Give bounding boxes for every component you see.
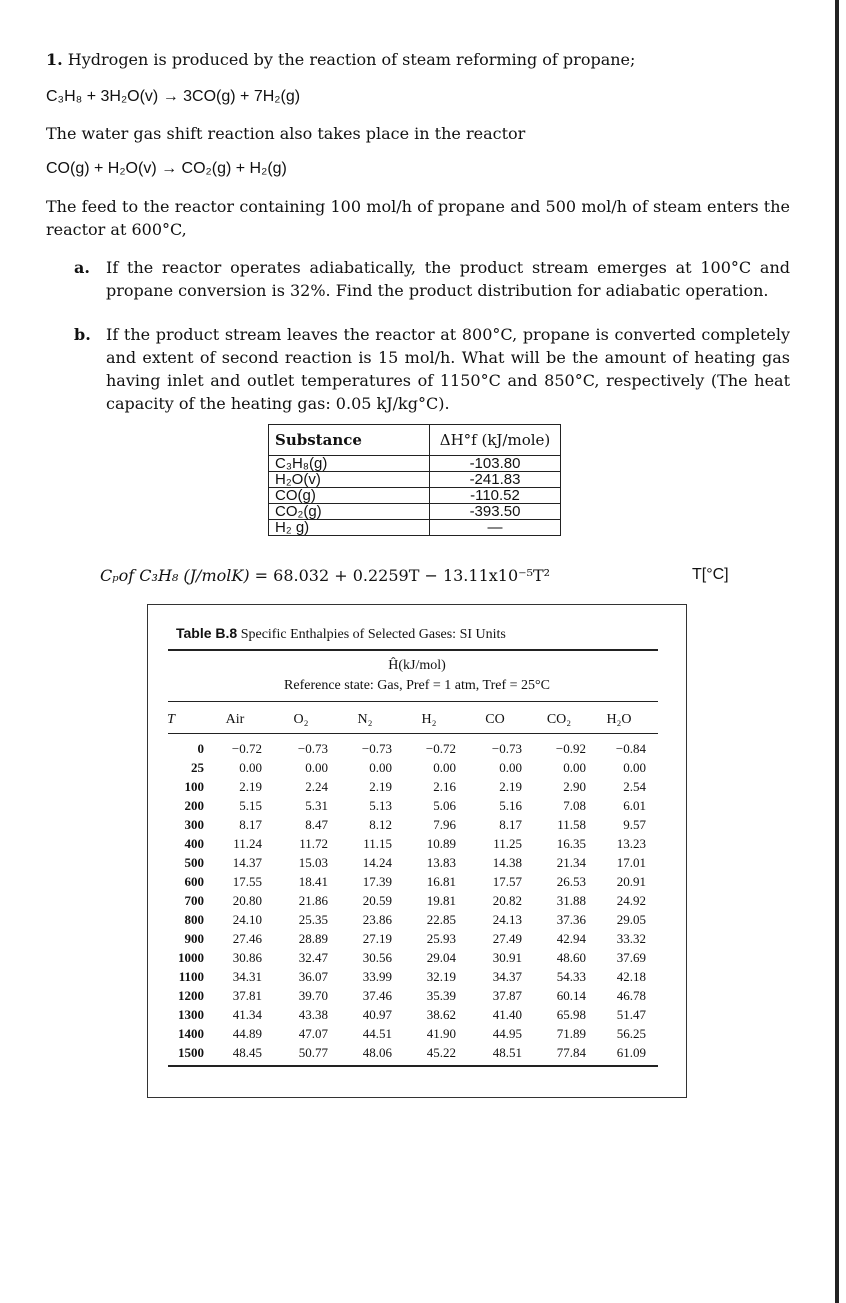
enthalpy-cell: 20.59: [362, 893, 392, 908]
temperature-cell: 1200: [178, 988, 204, 1003]
temperature-cell: 1500: [178, 1045, 204, 1060]
enthalpy-cell: 18.41: [298, 874, 328, 889]
enthalpy-cell: 48.06: [362, 1045, 392, 1060]
enthalpy-cell: 20.91: [616, 874, 646, 889]
enthalpy-cell: 46.78: [616, 988, 646, 1003]
enthalpy-cell: 33.32: [616, 931, 646, 946]
enthalpy-cell: 7.96: [433, 817, 456, 832]
enthalpy-cell: 44.51: [362, 1026, 392, 1041]
enthalpy-cell: 41.34: [232, 1007, 262, 1022]
enthalpy-cell: 5.31: [305, 798, 328, 813]
enthalpy-cell: 27.46: [232, 931, 262, 946]
temperature-cell: 1100: [178, 969, 204, 984]
hf-substance: CO₂(g): [269, 504, 430, 520]
table-caption-title: Specific Enthalpies of Selected Gases: SI Units: [240, 627, 506, 642]
page-edge: [835, 0, 839, 1303]
top-rule: [168, 649, 658, 651]
enthalpy-cell: 41.40: [492, 1007, 522, 1022]
temperature-cell: 600: [184, 874, 204, 889]
hf-value: -241.83: [430, 472, 561, 488]
enthalpy-cell: 45.22: [426, 1045, 456, 1060]
enthalpy-cell: 11.25: [493, 836, 522, 851]
temperature-cell: 500: [184, 855, 204, 870]
enthalpy-cell: 29.05: [616, 912, 646, 927]
temperature-cell: 700: [184, 893, 204, 908]
temperature-cell: 200: [184, 798, 204, 813]
enthalpy-cell: 25.35: [298, 912, 328, 927]
hf-substance: C₃H₈(g): [269, 456, 430, 472]
enthalpy-cell: 41.90: [426, 1026, 456, 1041]
enthalpy-cell: 21.34: [556, 855, 586, 870]
enthalpy-cell: 65.98: [556, 1007, 586, 1022]
part-b-text: If the product stream leaves the reactor at 800°C, propane is converted completely and extent of second reaction is 15 mol/h. What will be the amount of heating gas having inlet and outlet temperatures of 1150°C and 850°C, respectively (The heat capacity of the heating gas: 0.05 kJ/kg°C).: [106, 325, 790, 413]
hf-value: -103.80: [430, 456, 561, 472]
enthalpy-cell: 19.81: [426, 893, 456, 908]
enthalpy-cell: −0.84: [615, 741, 646, 756]
enthalpy-cell: 8.17: [239, 817, 262, 832]
enthalpy-cell: 11.24: [233, 836, 262, 851]
enthalpy-cell: 15.03: [298, 855, 328, 870]
enthalpy-cell: 14.37: [232, 855, 262, 870]
temperature-cell: 1300: [178, 1007, 204, 1022]
enthalpy-cell: 35.39: [426, 988, 456, 1003]
enthalpy-cell: 9.57: [623, 817, 646, 832]
column-header: CO: [485, 712, 505, 727]
enthalpy-cell: 23.86: [362, 912, 392, 927]
enthalpy-cell: −0.92: [555, 741, 586, 756]
part-b: [74, 323, 790, 415]
enthalpy-cell: 17.57: [492, 874, 522, 889]
header-rule-bottom: [168, 733, 658, 734]
hf-header-substance: Substance: [269, 425, 430, 456]
enthalpy-cell: 0.00: [433, 760, 456, 775]
question-number: 1.: [46, 50, 63, 69]
enthalpy-cell: 37.69: [616, 950, 646, 965]
enthalpy-cell: 13.83: [426, 855, 456, 870]
hf-substance: H₂ g): [269, 520, 430, 536]
enthalpy-cell: 0.00: [623, 760, 646, 775]
enthalpy-cell: 0.00: [563, 760, 586, 775]
enthalpy-cell: 36.07: [298, 969, 328, 984]
column-header: O₂: [293, 712, 309, 727]
enthalpy-cell: 2.19: [369, 779, 392, 794]
enthalpy-cell: 56.25: [616, 1026, 646, 1041]
enthalpy-cell: 48.51: [492, 1045, 522, 1060]
enthalpy-cell: 17.39: [362, 874, 392, 889]
enthalpy-cell: 77.84: [556, 1045, 586, 1060]
shift-intro: The water gas shift reaction also takes place in the reactor: [46, 124, 526, 143]
enthalpy-cell: 42.94: [556, 931, 586, 946]
hf-row: [269, 504, 561, 520]
enthalpy-cell: 48.45: [232, 1045, 262, 1060]
hf-row: [269, 472, 561, 488]
enthalpy-cell: 5.16: [499, 798, 522, 813]
enthalpy-cell: 33.99: [362, 969, 392, 984]
column-header: N₂: [357, 712, 373, 727]
enthalpy-cell: 8.47: [305, 817, 328, 832]
cp-lhs: Cₚof C₃H₈ (J/molK): [100, 566, 250, 585]
temperature-cell: 300: [184, 817, 204, 832]
enthalpy-cell: 0.00: [369, 760, 392, 775]
enthalpy-cell: 16.81: [426, 874, 456, 889]
temperature-cell: 1000: [178, 950, 204, 965]
enthalpy-cell: 54.33: [556, 969, 586, 984]
enthalpy-cell: 32.47: [298, 950, 328, 965]
cp-rhs: = 68.032 + 0.2259T − 13.11x10⁻⁵T²: [254, 566, 551, 585]
enthalpy-cell: 27.19: [362, 931, 392, 946]
enthalpy-cell: 2.19: [239, 779, 262, 794]
enthalpy-cell: 30.56: [362, 950, 392, 965]
hf-value: -393.50: [430, 504, 561, 520]
enthalpy-cell: 40.97: [362, 1007, 392, 1022]
reaction-2: CO(g) + H₂O(v) → CO₂(g) + H₂(g): [46, 160, 287, 177]
enthalpy-cell: 0.00: [239, 760, 262, 775]
enthalpy-cell: 16.35: [556, 836, 586, 851]
column-header: H₂: [421, 712, 437, 727]
enthalpy-cell: 21.86: [298, 893, 328, 908]
enthalpy-cell: 8.12: [369, 817, 392, 832]
enthalpy-cell: 30.91: [492, 950, 522, 965]
column-header: CO₂: [546, 712, 572, 727]
table-caption-label: Table B.8: [176, 625, 238, 641]
column-header: T: [167, 712, 175, 727]
enthalpy-cell: 51.47: [616, 1007, 646, 1022]
hf-row: [269, 520, 561, 536]
enthalpy-cell: 60.14: [556, 988, 586, 1003]
enthalpy-cell: 11.72: [299, 836, 328, 851]
enthalpy-cell: 7.08: [563, 798, 586, 813]
enthalpy-cell: 42.18: [616, 969, 646, 984]
temperature-cell: 100: [184, 779, 204, 794]
enthalpy-cell: 24.10: [232, 912, 262, 927]
enthalpy-cell: 20.82: [492, 893, 522, 908]
enthalpy-cell: 2.19: [499, 779, 522, 794]
enthalpy-cell: 6.01: [623, 798, 646, 813]
enthalpy-cell: 71.89: [556, 1026, 586, 1041]
table-reference: Reference state: Gas, Pref = 1 atm, Tref = 25°C: [284, 678, 550, 693]
enthalpy-cell: 11.15: [363, 836, 392, 851]
heat-of-formation-table: [268, 424, 561, 536]
table-unit: Ĥ(kJ/mol): [388, 658, 446, 673]
enthalpy-cell: −0.73: [361, 741, 392, 756]
enthalpy-cell: 37.46: [362, 988, 392, 1003]
enthalpy-cell: 14.38: [492, 855, 522, 870]
enthalpy-cell: 47.07: [298, 1026, 328, 1041]
column-header: Air: [225, 712, 245, 727]
enthalpy-cell: 24.92: [616, 893, 646, 908]
enthalpy-cell: 48.60: [556, 950, 586, 965]
temperature-cell: 1400: [178, 1026, 204, 1041]
enthalpy-cell: 5.13: [369, 798, 392, 813]
enthalpy-cell: 44.89: [232, 1026, 262, 1041]
temperature-cell: 400: [184, 836, 204, 851]
enthalpy-cell: 2.24: [305, 779, 328, 794]
hf-value: -110.52: [430, 488, 561, 504]
enthalpy-cell: −0.72: [425, 741, 456, 756]
enthalpy-cell: 20.80: [232, 893, 262, 908]
enthalpy-cell: 26.53: [556, 874, 586, 889]
enthalpy-cell: 32.19: [426, 969, 456, 984]
enthalpy-cell: 30.86: [232, 950, 262, 965]
enthalpy-cell: 17.01: [616, 855, 646, 870]
enthalpy-cell: 2.16: [433, 779, 456, 794]
enthalpy-cell: 37.36: [556, 912, 586, 927]
enthalpy-cell: 27.49: [492, 931, 522, 946]
enthalpy-cell: 37.81: [232, 988, 262, 1003]
temperature-cell: 900: [184, 931, 204, 946]
enthalpy-cell: −0.73: [491, 741, 522, 756]
part-a-label: a.: [74, 258, 90, 277]
temperature-cell: 25: [191, 760, 204, 775]
question-intro: Hydrogen is produced by the reaction of steam reforming of propane;: [67, 50, 636, 69]
temperature-cell: 0: [197, 741, 204, 756]
part-a: [74, 256, 790, 302]
column-header: H₂O: [606, 712, 632, 727]
enthalpy-cell: 50.77: [298, 1045, 328, 1060]
enthalpy-cell: 34.31: [232, 969, 262, 984]
enthalpy-cell: 29.04: [426, 950, 456, 965]
part-b-label: b.: [74, 325, 91, 344]
enthalpy-cell: 0.00: [499, 760, 522, 775]
temperature-cell: 800: [184, 912, 204, 927]
part-a-text: If the reactor operates adiabatically, the product stream emerges at 100°C and propane conversion is 32%. Find the product distribution for adiabatic operation.: [106, 258, 790, 300]
hf-substance: CO(g): [269, 488, 430, 504]
enthalpy-cell: 8.17: [499, 817, 522, 832]
enthalpy-cell: 2.54: [623, 779, 646, 794]
cp-equation: [100, 566, 550, 585]
enthalpy-cell: 37.87: [492, 988, 522, 1003]
hf-value: —: [430, 520, 561, 536]
enthalpy-cell: 39.70: [298, 988, 328, 1003]
enthalpy-cell: 38.62: [426, 1007, 456, 1022]
enthalpy-cell: 10.89: [426, 836, 456, 851]
enthalpy-cell: 2.90: [563, 779, 586, 794]
enthalpy-table: [147, 604, 687, 1098]
enthalpy-cell: 13.23: [616, 836, 646, 851]
enthalpy-cell: 5.15: [239, 798, 262, 813]
temperature-unit: T[°C]: [692, 566, 729, 583]
reaction-1: C₃H₈ + 3H₂O(v) → 3CO(g) + 7H₂(g): [46, 88, 301, 105]
hf-header-value: ΔH°f (kJ/mole): [430, 425, 561, 456]
feed-statement: The feed to the reactor containing 100 mol/h of propane and 500 mol/h of steam enters the reactor at 600°C,: [46, 197, 790, 239]
enthalpy-cell: 11.58: [557, 817, 586, 832]
question-title: [46, 50, 635, 69]
enthalpy-cell: 22.85: [426, 912, 456, 927]
enthalpy-cell: 17.55: [232, 874, 262, 889]
enthalpy-cell: 61.09: [616, 1045, 646, 1060]
hf-substance: H₂O(v): [269, 472, 430, 488]
enthalpy-cell: 31.88: [556, 893, 586, 908]
enthalpy-cell: 28.89: [298, 931, 328, 946]
enthalpy-cell: 24.13: [492, 912, 522, 927]
enthalpy-cell: 0.00: [305, 760, 328, 775]
enthalpy-cell: 44.95: [492, 1026, 522, 1041]
hf-row: [269, 456, 561, 472]
enthalpy-cell: −0.72: [231, 741, 262, 756]
header-rule-top: [168, 701, 658, 702]
table-caption: [176, 625, 506, 643]
enthalpy-cell: 14.24: [362, 855, 392, 870]
enthalpy-cell: −0.73: [297, 741, 328, 756]
enthalpy-cell: 25.93: [426, 931, 456, 946]
hf-row: [269, 488, 561, 504]
bottom-rule: [168, 1065, 658, 1067]
enthalpy-cell: 5.06: [433, 798, 456, 813]
enthalpy-cell: 43.38: [298, 1007, 328, 1022]
enthalpy-cell: 34.37: [492, 969, 522, 984]
